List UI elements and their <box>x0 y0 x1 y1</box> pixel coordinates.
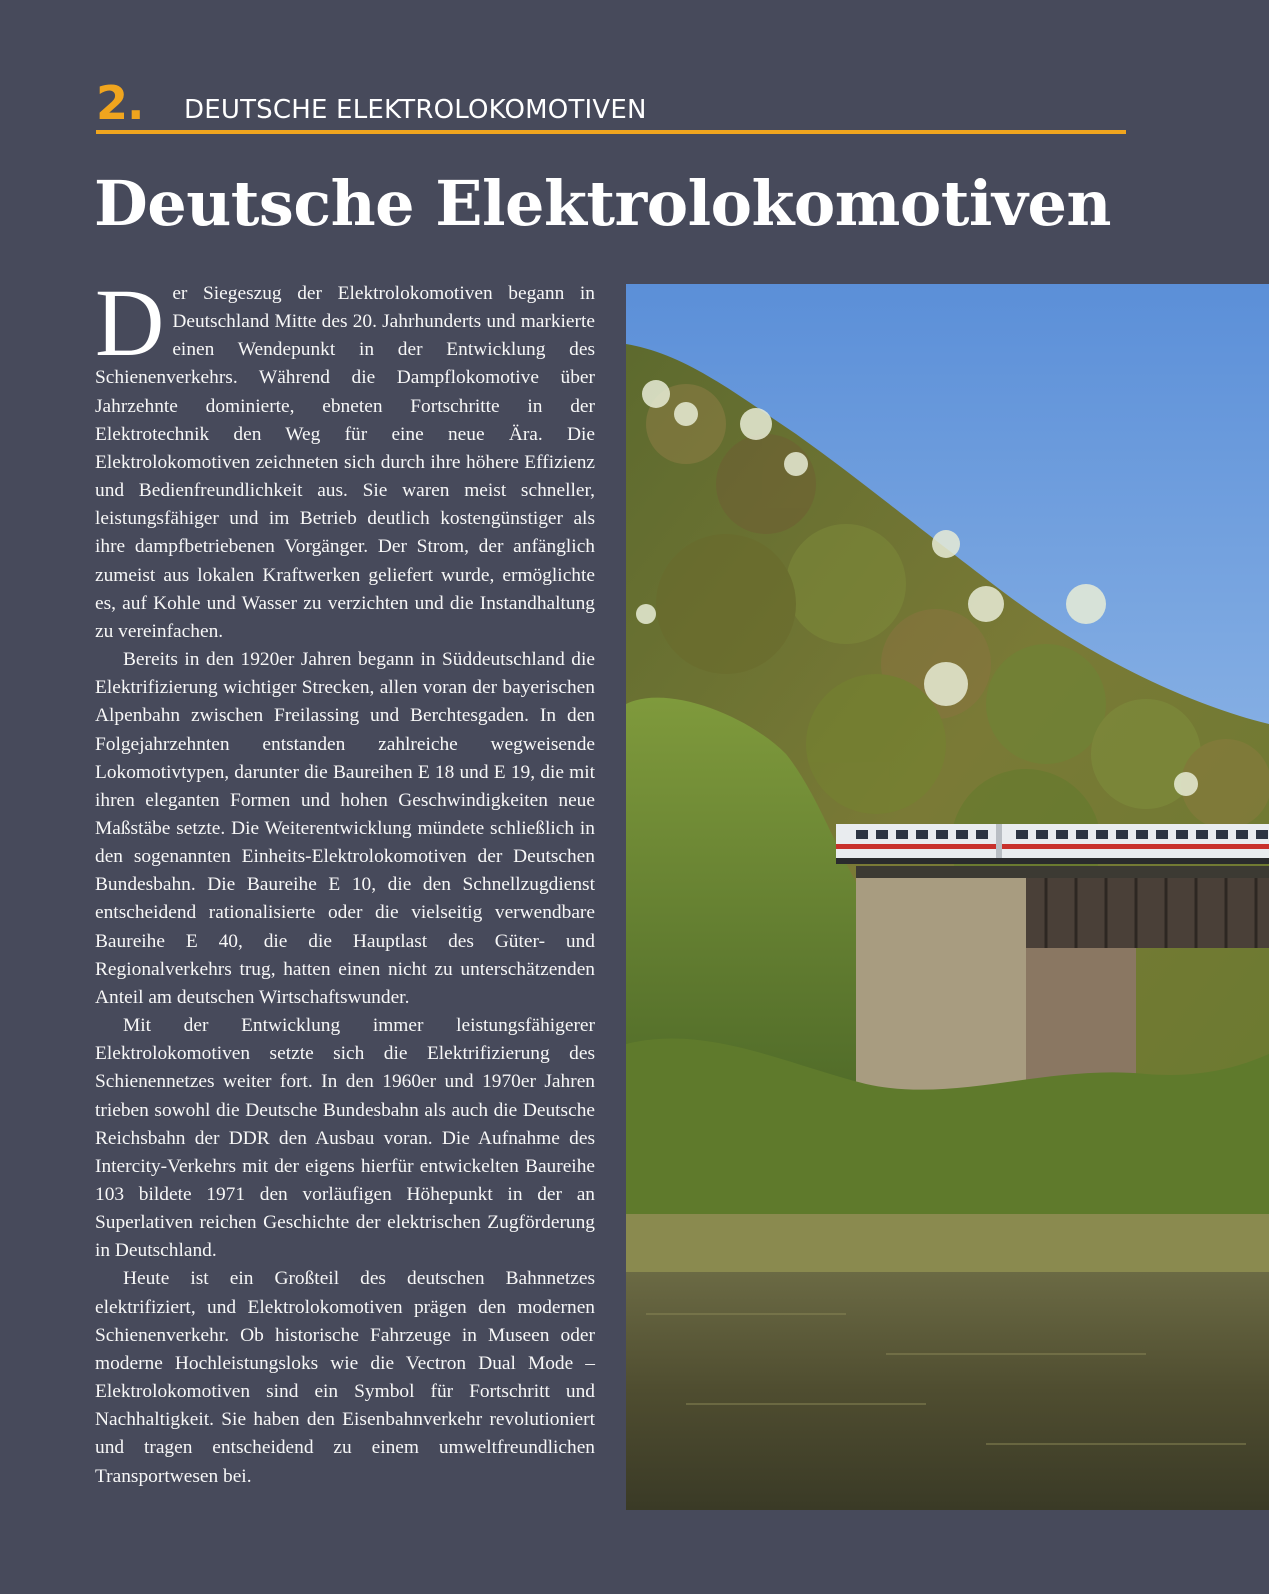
riverbank <box>626 1214 1269 1274</box>
chapter-rule <box>96 130 1126 134</box>
paragraph-1 <box>95 269 595 646</box>
chapter-title: DEUTSCHE ELEKTROLOKOMOTIVEN <box>184 95 647 125</box>
drop-cap: D <box>95 269 165 376</box>
chapter-header <box>96 78 1126 136</box>
paragraph-1-text: er Siegeszug der Elektrolokomotiven begann in Deutschland Mitte des 20. Jahrhunderts und markierte einen Wendepunkt in der Entwicklung des Schienenverkehrs. Während die Dampflokomotive über Jahrzehnte dominierte, ebneten Fortschritte in der Elektrotechnik den Weg für eine neue Ära. Die Elektrolokomotiven zeichneten sich durch ihre höhere Effizienz und Bedienfreundlichkeit aus. Sie waren meist schneller, leistungsfähiger und im Betrieb deutlich kostengünstiger als ihre dampfbetriebenen Vorgänger. Der Strom, der anfänglich zumeist aus lokalen Kraftwerken geliefert wurde, ermöglichte es, auf Kohle und Wasser zu verzichten und die Instandhaltung zu vereinfachen. <box>95 283 595 642</box>
intercity-train <box>836 824 1269 864</box>
train-bridge-photo <box>626 284 1269 1510</box>
paragraph-3: Mit der Entwicklung immer leistungsfähigerer Elektrolokomotiven setzte sich die Elektrifizierung des Schienennetzes weiter fort. In den 1960er und 1970er Jahren trieben sowohl die Deutsche Bundesbahn als auch die Deutsche Reichsbahn der DDR den Ausbau voran. Die Aufnahme des Intercity-Verkehrs mit der eigens hierfür entwickelten Baureihe 103 bildete 1971 den vorläufigen Höhepunkt in der an Superlativen reichen Geschichte der elektrischen Zugförderung in Deutschland. <box>95 1015 595 1262</box>
river <box>626 1272 1269 1510</box>
paragraph-4: Heute ist ein Großteil des deutschen Bahnnetzes elektrifiziert, und Elektrolokomotiven prägen den modernen Schienenverkehr. Ob historische Fahrzeuge in Museen oder moderne Hochleistungsloks wie die Vectron Dual Mode – Elektrolokomotiven sind ein Symbol für Fortschritt und Nachhaltigkeit. Sie haben den Eisenbahnverkehr revolutioniert und tragen entscheidend zu einem umweltfreundlichen Transportwesen bei. <box>95 1268 595 1487</box>
chapter-number: 2. <box>96 76 144 130</box>
train-bridge-illustration <box>626 284 1269 1510</box>
paragraph-2: Bereits in den 1920er Jahren begann in Süddeutschland die Elektrifizierung wichtiger Strecken, allen voran der bayerischen Alpenbahn zwischen Freilassing und Berchtesgaden. In den Folgejahrzehnten entstanden zahlreiche wegweisende Lokomotivtypen, darunter die Baureihen E 18 und E 19, die mit ihren eleganten Formen und hohen Geschwindigkeiten neue Maßstäbe setzte. Die Weiterentwicklung mündete schließlich in den sogenannten Einheits-Elektrolokomotiven der Deutschen Bundesbahn. Die Baureihe E 10, die den Schnellzugdienst entscheidend rationalisierte oder die vielseitig verwendbare Baureihe E 40, die die Hauptlast des Güter- und Regionalverkehrs trug, hatten einen nicht zu unterschätzenden Anteil am deutschen Wirtschaftswunder. <box>95 649 595 1008</box>
article-body <box>95 269 595 1491</box>
page-title: Deutsche Elektrolokomotiven <box>94 167 1111 240</box>
bridge-abutment <box>856 878 1026 1098</box>
